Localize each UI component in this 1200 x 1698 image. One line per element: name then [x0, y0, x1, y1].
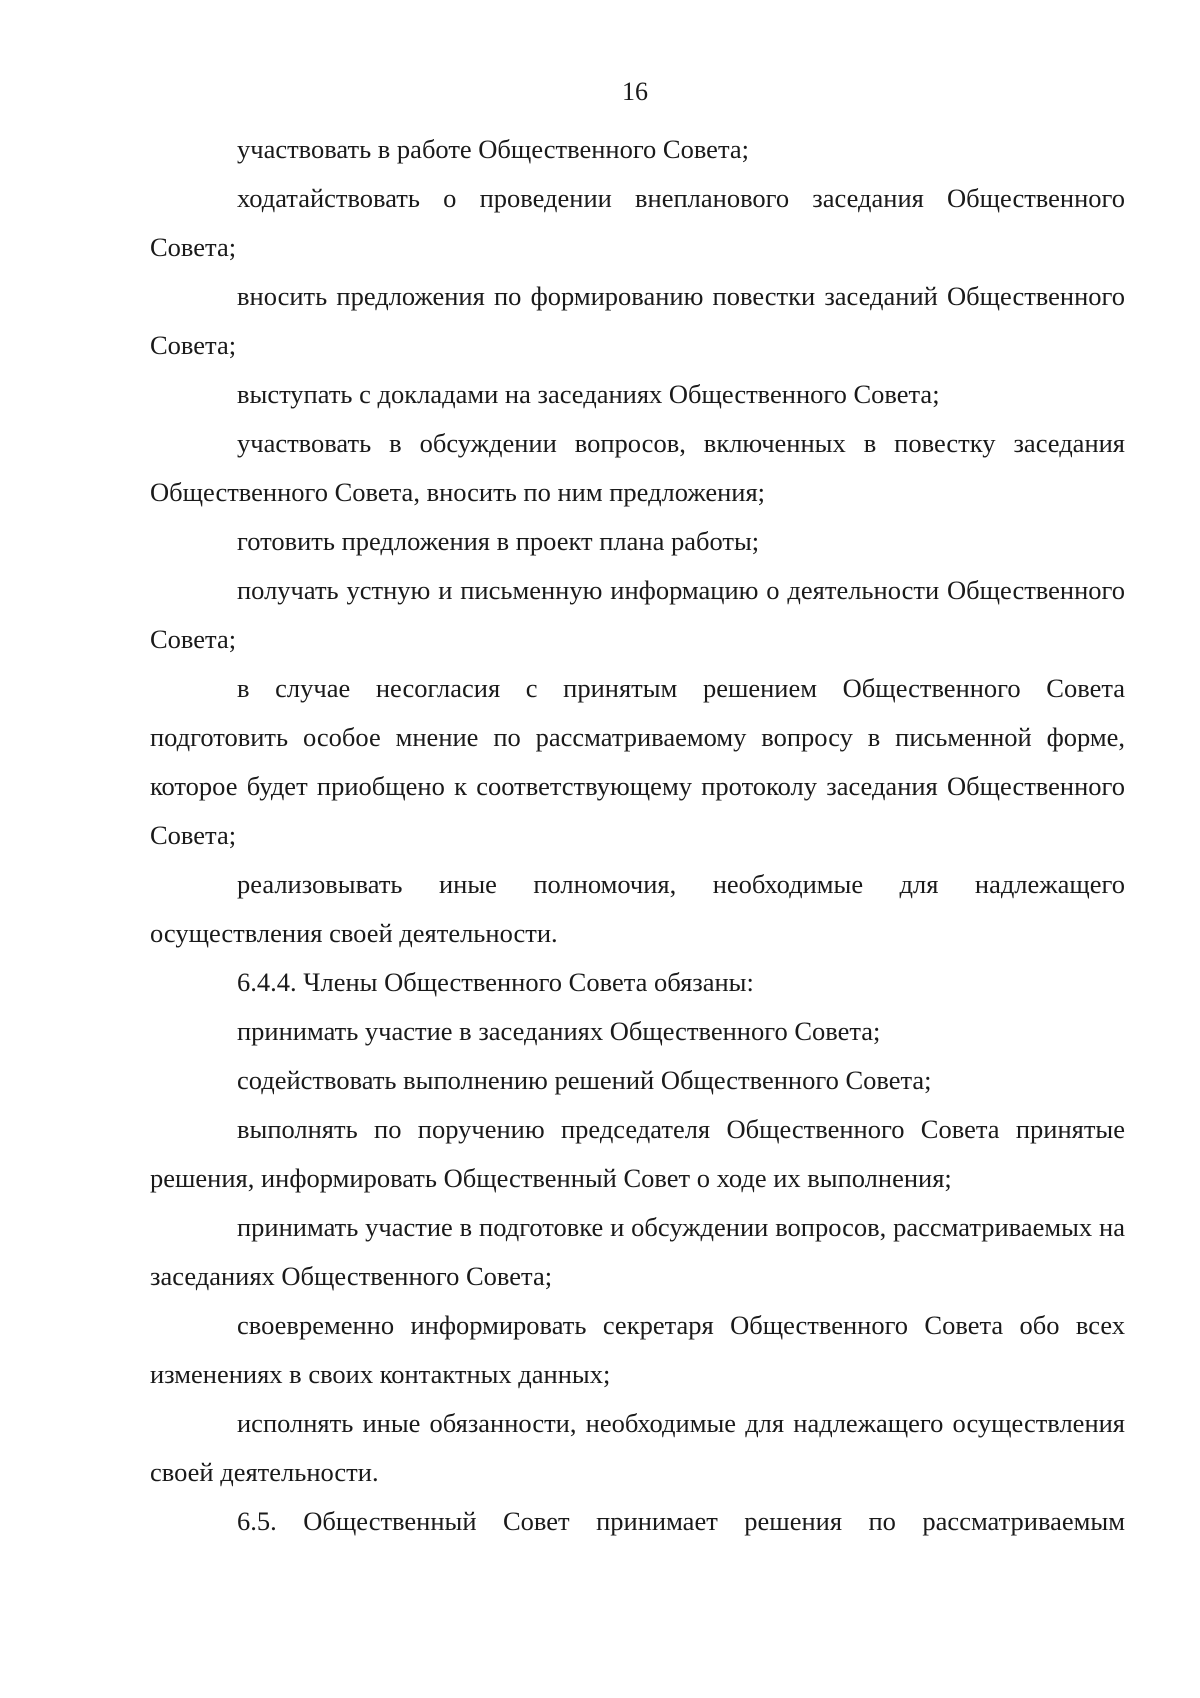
paragraph: выступать с докладами на заседаниях Общественного Совета;	[237, 379, 940, 409]
page-number: 16	[622, 77, 648, 106]
paragraph: получать устную и письменную информацию о деятельности Общественного Совета;	[150, 575, 1125, 654]
paragraph: своевременно информировать секретаря Общественного Совета обо всех изменениях в своих контактных данных;	[150, 1310, 1125, 1389]
paragraph: 6.5. Общественный Совет принимает решения по рассматриваемым	[237, 1506, 1125, 1536]
paragraph: принимать участие в заседаниях Общественного Совета;	[237, 1016, 881, 1046]
paragraph: ходатайствовать о проведении внепланового заседания Общественного Совета;	[150, 183, 1125, 262]
paragraph: исполнять иные обязанности, необходимые для надлежащего осуществления своей деятельности.	[150, 1408, 1125, 1487]
paragraph: в случае несогласия с принятым решением Общественного Совета подготовить особое мнение по рассматриваемому вопросу в письменной форме, которое будет приобщено к соответствующему протоколу заседания Общественного Совета;	[150, 673, 1125, 850]
paragraph: содействовать выполнению решений Общественного Совета;	[237, 1065, 932, 1095]
paragraph: реализовывать иные полномочия, необходимые для надлежащего осуществления своей деятельности.	[150, 869, 1125, 948]
paragraph: готовить предложения в проект плана работы;	[237, 526, 760, 556]
paragraph: принимать участие в подготовке и обсуждении вопросов, рассматриваемых на заседаниях Общественного Совета;	[150, 1212, 1125, 1291]
paragraph: вносить предложения по формированию повестки заседаний Общественного Совета;	[150, 281, 1125, 360]
paragraph: участвовать в обсуждении вопросов, включенных в повестку заседания Общественного Совета, вносить по ним предложения;	[150, 428, 1125, 507]
section-heading: 6.4.4. Члены Общественного Совета обязаны:	[237, 967, 754, 997]
paragraph: участвовать в работе Общественного Совета;	[237, 134, 749, 164]
paragraph: выполнять по поручению председателя Общественного Совета принятые решения, информировать Общественный Совет о ходе их выполнения;	[150, 1114, 1125, 1193]
body-text	[150, 125, 1125, 1546]
